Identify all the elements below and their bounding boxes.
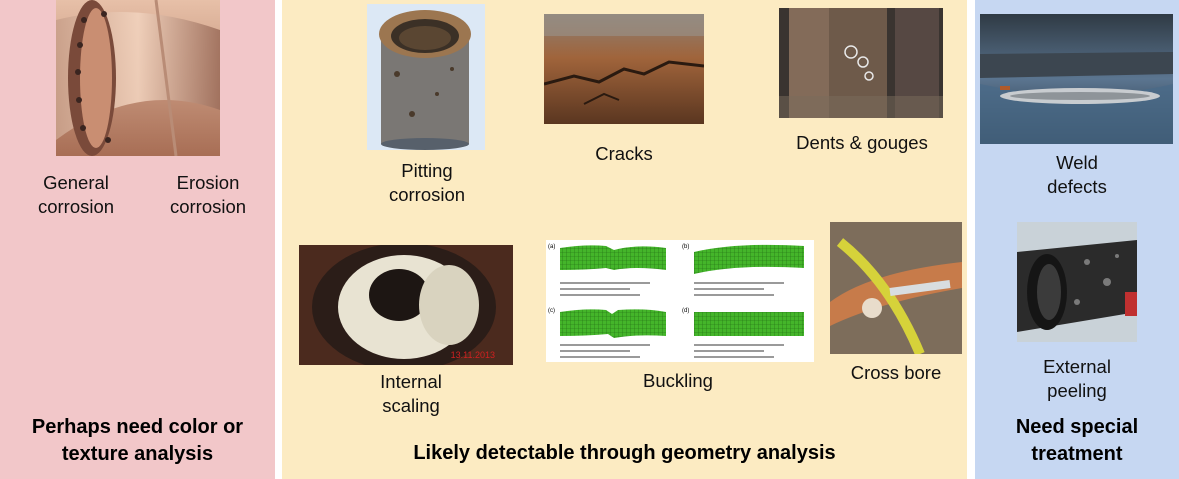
photo-date-stamp: 13.11.2013 [450, 350, 495, 360]
buckling-subfig-b [682, 244, 804, 274]
weld-defects-label: Weld defects [1047, 152, 1107, 197]
buckling-subfig-d [682, 308, 804, 336]
buckling-subfig-a [548, 244, 666, 270]
dents-gouges-photo [779, 8, 943, 118]
color-texture-footer: Perhaps need color or texture analysis [31, 416, 244, 465]
color-texture-panel [0, 0, 275, 479]
buckling-figure [546, 240, 814, 362]
pitting-corrosion-label: Pitting corrosion [388, 160, 466, 205]
erosion-corrosion-label: Erosion corrosion [169, 172, 247, 217]
geometry-panel [282, 0, 967, 479]
svg-text:(a): (a) [548, 244, 556, 250]
general-corrosion-photo [56, 0, 220, 156]
external-peeling-photo [1017, 222, 1137, 342]
geometry-footer: Likely detectable through geometry analysis [413, 442, 836, 464]
cross-bore-photo [830, 222, 962, 354]
general-corrosion-label: General corrosion [37, 172, 115, 217]
special-treatment-footer: Need special treatment [1015, 416, 1139, 465]
pitting-corrosion-photo [367, 4, 485, 150]
weld-defects-photo [980, 14, 1173, 144]
svg-text:(d): (d) [682, 308, 690, 314]
internal-scaling-photo [299, 245, 513, 365]
external-peeling-label: External peeling [1043, 356, 1111, 401]
dents-gouges-label: Dents & gouges [796, 132, 928, 153]
cracks-photo [544, 14, 704, 124]
cross-bore-label: Cross bore [850, 362, 942, 383]
svg-text:(b): (b) [682, 244, 690, 250]
buckling-subfig-c [548, 308, 666, 338]
buckling-label: Buckling [643, 370, 713, 391]
cracks-label: Cracks [595, 143, 653, 164]
internal-scaling-label: Internal scaling [380, 371, 442, 416]
svg-text:(c): (c) [548, 308, 555, 314]
special-treatment-panel [975, 0, 1179, 479]
